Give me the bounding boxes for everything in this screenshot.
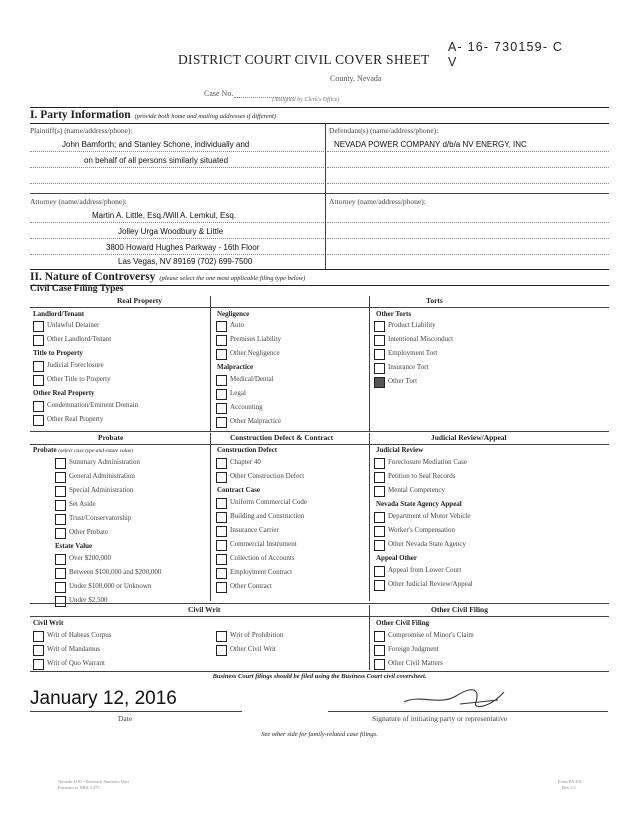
foreclosure-mediation-label: Foreclosure Mediation Case xyxy=(388,458,467,466)
other-malpractice-label: Other Malpractice xyxy=(230,417,282,425)
construction-defect-heading: Construction Defect xyxy=(217,446,278,454)
business-court-note: Business Court filings should be filed using the Business Court civil coversheet. xyxy=(212,673,427,680)
rule-24 xyxy=(30,671,609,672)
torts-heading: Torts xyxy=(426,296,443,305)
minor-claim-checkbox[interactable] xyxy=(374,631,385,642)
commercial-checkbox[interactable] xyxy=(216,540,227,551)
condemnation-label: Condemnation/Eminent Domain xyxy=(47,401,139,409)
title-property-heading: Title to Property xyxy=(33,349,83,357)
trust-label: Trust/Conservatorship xyxy=(69,514,132,522)
other-real-property-checkbox[interactable] xyxy=(33,415,44,426)
other-jr-checkbox[interactable] xyxy=(374,580,385,591)
between-checkbox[interactable] xyxy=(55,568,66,579)
probate-subheading xyxy=(33,446,133,454)
other-matters-checkbox[interactable] xyxy=(374,659,385,670)
controversy-heading-note: (please select the one most applicable filing type below) xyxy=(159,275,306,282)
summary-admin-checkbox[interactable] xyxy=(55,458,66,469)
case-no-label: Case No. xyxy=(204,89,234,98)
jr-subheading: Judicial Review xyxy=(376,446,424,454)
other-filing-heading: Other Civil Filing xyxy=(431,605,488,614)
employment-tort-label: Employment Tort xyxy=(388,349,438,357)
habeas-label: Writ of Habeas Corpus xyxy=(47,631,112,639)
estate-value-heading: Estate Value xyxy=(55,542,93,550)
footer-right-1: Form PA 201 xyxy=(558,779,582,784)
signature-label: Signature of initiating party or representative xyxy=(372,714,508,723)
probate-note: (select case type and estate value) xyxy=(58,448,134,454)
civil-writ-subheading: Civil Writ xyxy=(33,619,64,627)
other-contract-checkbox[interactable] xyxy=(216,582,227,593)
defendant-line-1: NEVADA POWER COMPANY d/b/a NV ENERGY, INC xyxy=(334,140,527,149)
prohibition-checkbox[interactable] xyxy=(216,631,227,642)
rule-22 xyxy=(30,616,609,617)
lower-court-label: Appeal from Lower Court xyxy=(388,566,462,574)
employment-contract-label: Employment Contract xyxy=(230,568,293,576)
accounting-label: Accounting xyxy=(230,403,263,411)
rule-6 xyxy=(327,183,609,184)
civil-writ-heading: Civil Writ xyxy=(188,605,221,614)
footer-left-2: Pursuant to NRS 3.275 xyxy=(58,785,100,790)
defendant-label: Defendant(s) (name/address/phone): xyxy=(329,126,439,135)
party-section-heading xyxy=(30,107,609,124)
rule-3 xyxy=(30,183,324,184)
summary-admin-label: Summary Administration xyxy=(69,458,140,466)
insurance-tort-checkbox[interactable] xyxy=(374,363,385,374)
other-tort-label: Other Tort xyxy=(388,377,418,385)
building-label: Building and Construction xyxy=(230,512,305,520)
other-real-heading: Other Real Property xyxy=(33,389,95,397)
landlord-heading: Landlord/Tenant xyxy=(33,310,85,318)
special-admin-checkbox[interactable] xyxy=(55,486,66,497)
unlawful-detainer-checkbox[interactable] xyxy=(33,321,44,332)
rule-14 xyxy=(30,307,609,308)
other-probate-checkbox[interactable] xyxy=(55,528,66,539)
ucc-checkbox[interactable] xyxy=(216,498,227,509)
other-real-property-label: Other Real Property xyxy=(47,415,104,423)
quo-warrant-checkbox[interactable] xyxy=(33,659,44,670)
auto-checkbox[interactable] xyxy=(216,321,227,332)
trust-checkbox[interactable] xyxy=(55,514,66,525)
probate-sub-text: Probate xyxy=(33,446,57,454)
collection-checkbox[interactable] xyxy=(216,554,227,565)
prohibition-label: Writ of Prohibition xyxy=(230,631,284,639)
judicial-foreclosure-label: Judicial Foreclosure xyxy=(47,361,104,369)
attorney-line-2: Jolley Urga Woodbury & Little xyxy=(118,227,224,236)
over-200k-checkbox[interactable] xyxy=(55,554,66,565)
rule-17 xyxy=(30,431,609,432)
other-torts-heading: Other Torts xyxy=(376,310,412,318)
case-suffix: V xyxy=(448,55,458,69)
over-200k-label: Over $200,000 xyxy=(69,554,111,562)
condemnation-checkbox[interactable] xyxy=(33,401,44,412)
minor-claim-label: Compromise of Minor's Claim xyxy=(388,631,474,639)
other-contract-label: Other Contract xyxy=(230,582,272,590)
under-2500-label: Under $2,500 xyxy=(69,596,108,604)
other-filing-subheading: Other Civil Filing xyxy=(376,619,430,627)
workers-comp-label: Worker's Compensation xyxy=(388,526,455,534)
family-note: See other side for family-related case filings. xyxy=(261,731,378,738)
rule-16 xyxy=(369,296,370,432)
attorney-line-3: 3800 Howard Hughes Parkway - 16th Floor xyxy=(106,243,260,252)
other-title-label: Other Title to Property xyxy=(47,375,111,383)
rule-8 xyxy=(30,222,324,223)
chapter-40-checkbox[interactable] xyxy=(216,458,227,469)
rule-4 xyxy=(327,151,609,152)
workers-comp-checkbox[interactable] xyxy=(374,526,385,537)
seal-records-checkbox[interactable] xyxy=(374,472,385,483)
other-writ-label: Other Civil Writ xyxy=(230,645,276,653)
general-admin-label: General Administration xyxy=(69,472,135,480)
general-admin-checkbox[interactable] xyxy=(55,472,66,483)
plaintiff-label: Plaintiff(s) (name/address/phone): xyxy=(30,126,133,135)
legal-checkbox[interactable] xyxy=(216,389,227,400)
rule-2 xyxy=(30,167,324,168)
quo-warrant-label: Writ of Quo Warrant xyxy=(47,659,105,667)
other-negligence-label: Other Negligence xyxy=(230,349,280,357)
other-landlord-label: Other Landlord/Tenant xyxy=(47,335,112,343)
rule-25 xyxy=(30,711,242,712)
malpractice-heading: Malpractice xyxy=(217,363,254,371)
rule-12 xyxy=(327,238,609,239)
rule-7 xyxy=(30,193,609,194)
rule-19 xyxy=(210,433,211,601)
date-value: January 12, 2016 xyxy=(30,688,177,709)
ucc-label: Uniform Commercial Code xyxy=(230,498,307,506)
seal-records-label: Petition to Seal Records xyxy=(388,472,456,480)
rule-23 xyxy=(369,605,370,670)
building-checkbox[interactable] xyxy=(216,512,227,523)
party-divider xyxy=(325,123,326,269)
insurance-carrier-label: Insurance Carrier xyxy=(230,526,279,534)
rule-15 xyxy=(210,296,211,432)
attorney-line-4: Las Vegas, NV 89169 (702) 699-7500 xyxy=(118,257,253,266)
mental-competency-checkbox[interactable] xyxy=(374,486,385,497)
insurance-carrier-checkbox[interactable] xyxy=(216,526,227,537)
case-number-text: A- 16- 730159- C xyxy=(448,40,564,54)
rule-18 xyxy=(30,444,609,445)
real-property-heading: Real Property xyxy=(117,296,163,305)
other-construction-label: Other Construction Defect xyxy=(230,472,305,480)
habeas-checkbox[interactable] xyxy=(33,631,44,642)
product-liability-label: Product Liability xyxy=(388,321,436,329)
contract-case-heading: Contract Case xyxy=(217,486,260,494)
def-attorney-label: Attorney (name/address/phone): xyxy=(329,197,426,206)
intentional-checkbox[interactable] xyxy=(374,335,385,346)
other-landlord-checkbox[interactable] xyxy=(33,335,44,346)
other-matters-label: Other Civil Matters xyxy=(388,659,443,667)
foreign-judgment-checkbox[interactable] xyxy=(374,645,385,656)
probate-heading: Probate xyxy=(98,433,124,442)
construction-heading: Construction Defect & Contract xyxy=(230,433,334,442)
rule-20 xyxy=(369,433,370,601)
nv-agency-heading: Nevada State Agency Appeal xyxy=(376,500,462,508)
other-construction-checkbox[interactable] xyxy=(216,472,227,483)
assigned-note: (Assigned by Clerk's Office) xyxy=(272,97,340,103)
rule-9 xyxy=(30,238,324,239)
employment-tort-checkbox[interactable] xyxy=(374,349,385,360)
other-malpractice-checkbox[interactable] xyxy=(216,417,227,428)
plaintiff-line-1: John Bamforth; and Stanley Schone, individually and xyxy=(62,140,250,149)
dmv-label: Department of Motor Vehicle xyxy=(388,512,471,520)
product-liability-checkbox[interactable] xyxy=(374,321,385,332)
attorney-line-1: Martin A. Little, Esq./Will A. Lemkul, Esq. xyxy=(92,211,237,220)
mental-competency-label: Mental Competency xyxy=(388,486,445,494)
lower-court-checkbox[interactable] xyxy=(374,566,385,577)
set-aside-checkbox[interactable] xyxy=(55,500,66,511)
other-title-checkbox[interactable] xyxy=(33,375,44,386)
other-nv-agency-checkbox[interactable] xyxy=(374,540,385,551)
date-label: Date xyxy=(118,714,133,723)
under-2500-checkbox[interactable] xyxy=(55,596,66,607)
case-number xyxy=(448,40,598,70)
footer-left-1: Nevada AOC - Research Statistics Unit xyxy=(58,779,129,784)
premises-checkbox[interactable] xyxy=(216,335,227,346)
rule-10 xyxy=(30,254,324,255)
other-negligence-checkbox[interactable] xyxy=(216,349,227,360)
legal-label: Legal xyxy=(230,389,246,397)
rule-21 xyxy=(30,603,609,604)
foreign-judgment-label: Foreign Judgment xyxy=(388,645,439,653)
county-label: County, Nevada xyxy=(330,74,382,83)
rule-26 xyxy=(328,711,608,712)
other-probate-label: Other Probate xyxy=(69,528,109,536)
other-nv-agency-label: Other Nevada State Agency xyxy=(388,540,466,548)
collection-label: Collection of Accounts xyxy=(230,554,295,562)
plaintiff-line-2: on behalf of all persons similarly situated xyxy=(84,156,229,165)
intentional-label: Intentional Misconduct xyxy=(388,335,454,343)
judicial-foreclosure-checkbox[interactable] xyxy=(33,361,44,372)
set-aside-label: Set Aside xyxy=(69,500,96,508)
mandamus-checkbox[interactable] xyxy=(33,645,44,656)
mandamus-label: Writ of Mandamus xyxy=(47,645,100,653)
footer-right-2: Rev 3.1 xyxy=(562,785,576,790)
attorney-label: Attorney (name/address/phone): xyxy=(30,197,127,206)
rule-11 xyxy=(327,222,609,223)
rule-1 xyxy=(30,151,324,152)
medical-label: Medical/Dental xyxy=(230,375,274,383)
accounting-checkbox[interactable] xyxy=(216,403,227,414)
judicial-review-heading: Judicial Review/Appeal xyxy=(431,433,507,442)
employment-contract-checkbox[interactable] xyxy=(216,568,227,579)
under-100k-checkbox[interactable] xyxy=(55,582,66,593)
rule-5 xyxy=(327,167,609,168)
foreclosure-mediation-checkbox[interactable] xyxy=(374,458,385,469)
page-title: DISTRICT COURT CIVIL COVER SHEET xyxy=(178,52,430,67)
special-admin-label: Special Administration xyxy=(69,486,134,494)
premises-label: Premises Liability xyxy=(230,335,282,343)
party-heading-note: (provide both home and mailing addresses if different) xyxy=(134,113,276,120)
medical-checkbox[interactable] xyxy=(216,375,227,386)
other-jr-label: Other Judicial Review/Appeal xyxy=(388,580,473,588)
filing-types-heading: Civil Case Filing Types xyxy=(30,284,124,294)
signature xyxy=(400,684,510,712)
unlawful-detainer-label: Unlawful Detainer xyxy=(47,321,100,329)
dmv-checkbox[interactable] xyxy=(374,512,385,523)
appeal-other-heading: Appeal Other xyxy=(376,554,418,562)
other-tort-checkbox[interactable] xyxy=(374,377,385,388)
auto-label: Auto xyxy=(230,321,244,329)
rule-13 xyxy=(327,254,609,255)
insurance-tort-label: Insurance Tort xyxy=(388,363,429,371)
other-writ-checkbox[interactable] xyxy=(216,645,227,656)
party-heading-text: I. Party Information xyxy=(30,109,131,121)
under-100k-label: Under $100,000 or Unknown xyxy=(69,582,152,590)
commercial-label: Commercial Instrument xyxy=(230,540,297,548)
negligence-heading: Negligence xyxy=(217,310,250,318)
chapter-40-label: Chapter 40 xyxy=(230,458,261,466)
controversy-heading-text: II. Nature of Controversy xyxy=(30,271,156,283)
between-label: Between $100,000 and $200,000 xyxy=(69,568,162,576)
